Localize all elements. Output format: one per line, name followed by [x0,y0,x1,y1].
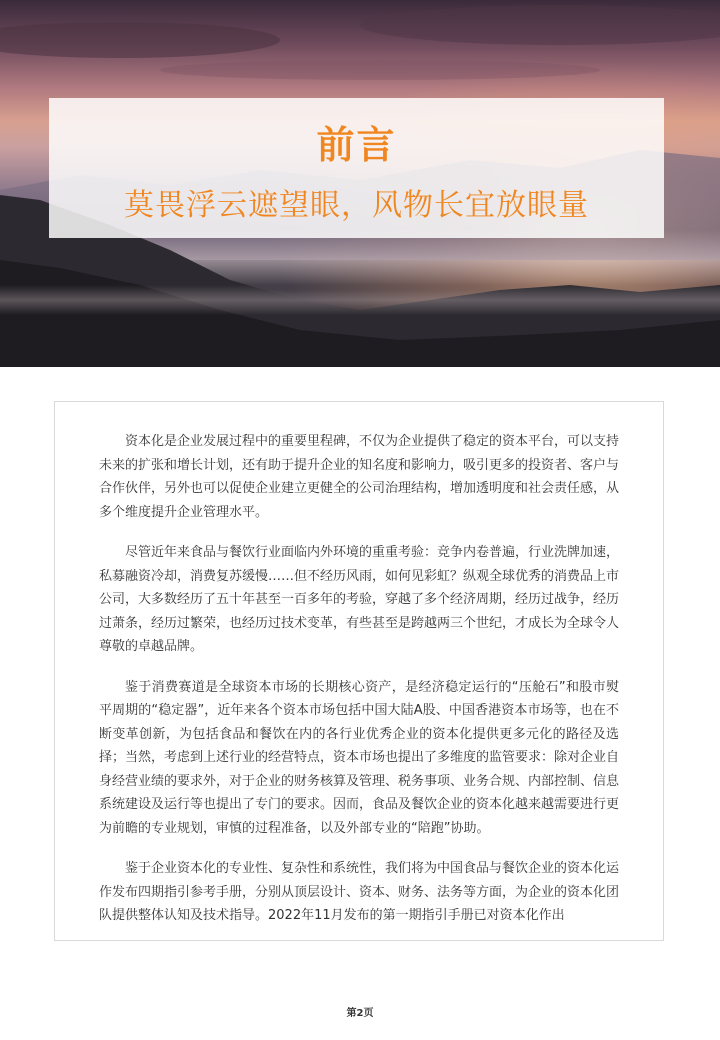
page-subtitle: 莫畏浮云遮望眼，风物长宜放眼量 [124,188,589,223]
paragraph-4: 鉴于企业资本化的专业性、复杂性和系统性，我们将为中国食品与餐饮企业的资本化运作发布四期指引参考手册，分别从顶层设计、资本、财务、法务等方面，为企业的资本化团队提供整体认知及技术指导。2022年11月发布的第一期指引手册已对资本化作出 [99,861,620,923]
page-title: 前言 [316,123,397,167]
content-box [54,401,664,941]
title-banner [49,98,664,238]
paragraph-1: 资本化是企业发展过程中的重要里程碑，不仅为企业提供了稳定的资本平台，可以支持未来的扩张和增长计划，还有助于提升企业的知名度和影响力，吸引更多的投资者、客户与合作伙伴，另外也可以促使企业建立更健全的公司治理结构，增加透明度和社会责任感，从多个维度提升企业管理水平。 [99,434,620,520]
paragraph-2: 尽管近年来食品与餐饮行业面临内外环境的重重考验：竞争内卷普遍，行业洗牌加速，私募融资冷却，消费复苏缓慢……但不经历风雨，如何见彩虹？纵观全球优秀的消费品上市公司，大多数经历了五十年甚至一百多年的考验，穿越了多个经济周期，经历过战争，经历过萧条，经历过繁荣，也经历过技术变革，有些甚至是跨越两三个世纪，才成长为全球令人尊敬的卓越品牌。 [99,545,620,654]
paragraph-3: 鉴于消费赛道是全球资本市场的长期核心资产，是经济稳定运行的“压舱石”和股市熨平周期的“稳定器”，近年来各个资本市场包括中国大陆A股、中国香港资本市场等，也在不断变革创新，为包括食品和餐饮在内的各行业优秀企业的资本化提供更多元化的路径及选择；当然，考虑到上述行业的经营特点，资本市场也提出了多维度的监管要求：除对企业自身经营业绩的要求外，对于企业的财务核算及管理、税务事项、业务合规、内部控制、信息系统建设及运行等也提出了专门的要求。因而，食品及餐饮企业的资本化越来越需要进行更为前瞻的专业规划，审慎的过程准备，以及外部专业的“陪跑”协助。 [99,679,620,836]
page-number: 第2页 [346,1008,374,1019]
